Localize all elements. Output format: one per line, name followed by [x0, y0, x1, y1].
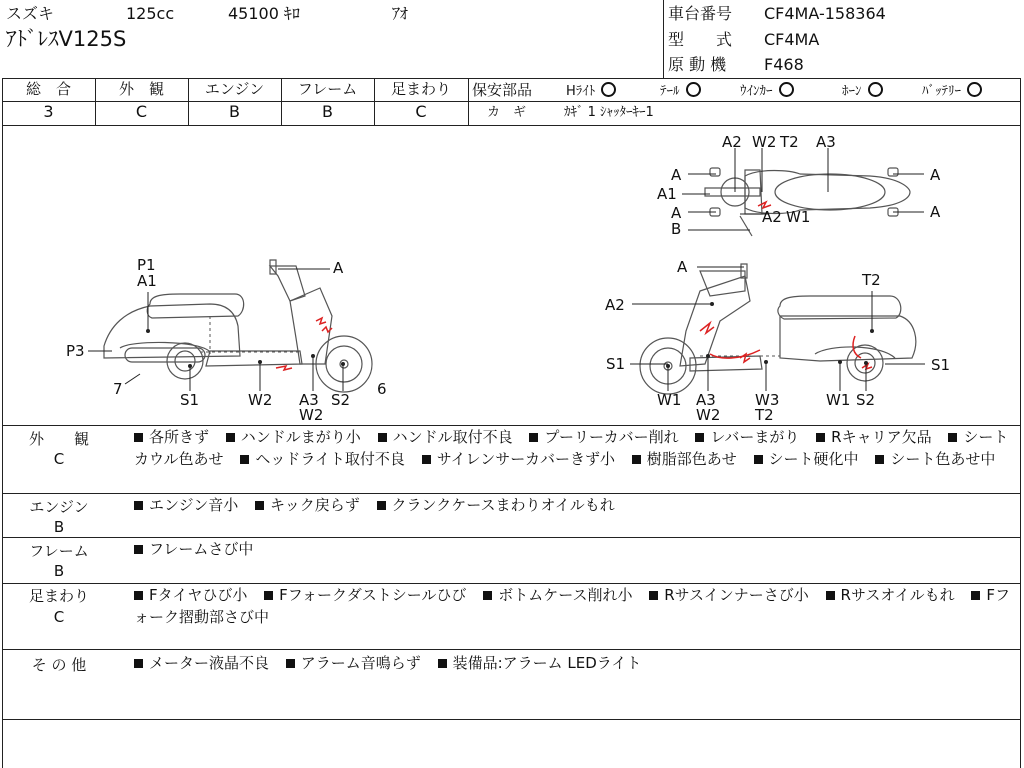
comment-item: 各所きず — [149, 428, 210, 446]
diagram-label: T2 — [755, 406, 774, 424]
comment-item: Rサスインナーさび小 — [664, 586, 809, 604]
diagram-label: A3 — [816, 133, 836, 151]
section-frame-label: フレーム — [29, 542, 89, 560]
comment-item: メーター液晶不良 — [149, 654, 270, 672]
comment-item: サイレンサーカバーきず小 — [436, 450, 615, 468]
diagram-label: A3 — [299, 391, 319, 409]
comment-item: キック戻らず — [270, 496, 360, 514]
section-other-items — [134, 652, 1014, 674]
comment-item: Fフォーク摺動部さび中 — [134, 586, 1011, 626]
diagram-label: S1 — [606, 355, 626, 373]
safety-item-battery: ﾊﾞｯﾃﾘｰ — [922, 82, 982, 100]
bullet-square-icon — [378, 433, 387, 442]
diagram-label: W1 — [786, 208, 811, 226]
ok-circle-icon — [779, 82, 794, 97]
comment-item: エンジン音小 — [149, 496, 239, 514]
bullet-square-icon — [875, 455, 884, 464]
grade-overall-value: 3 — [43, 102, 54, 121]
bullet-square-icon — [134, 659, 143, 668]
engine-model-label: 原 動 機 — [668, 55, 727, 74]
section-frame-grade: B — [53, 562, 65, 580]
diagram-label: A2 — [605, 296, 625, 314]
safety-item-winker: ｳｲﾝｶｰ — [740, 82, 794, 100]
diagram-label: A — [677, 258, 688, 276]
bullet-square-icon — [255, 501, 264, 510]
diagram-label: S1 — [931, 356, 951, 374]
bullet-square-icon — [826, 591, 835, 600]
diagram-label: A — [671, 166, 682, 184]
comment-item: ハンドル取付不良 — [392, 428, 513, 446]
engine-model-value: F468 — [764, 55, 804, 74]
rule — [2, 719, 1020, 720]
bullet-square-icon — [134, 545, 143, 554]
grade-suspension-value: C — [415, 102, 427, 121]
diagram-label: 6 — [377, 380, 387, 398]
bullet-square-icon — [529, 433, 538, 442]
mileage: 45100 ｷﾛ — [228, 4, 300, 23]
comment-item: Fタイヤひび小 — [149, 586, 248, 604]
comment-item: レバーまがり — [710, 428, 800, 446]
section-engine-grade: B — [53, 518, 65, 536]
comment-item: アラーム音鳴らず — [300, 654, 421, 672]
bullet-square-icon — [971, 591, 980, 600]
bullet-square-icon — [695, 433, 704, 442]
bullet-square-icon — [134, 501, 143, 510]
ok-circle-icon — [967, 82, 982, 97]
diagram-label: S1 — [180, 391, 200, 409]
comment-item: プーリーカバー削れ — [544, 428, 679, 446]
diagram-label: P3 — [66, 342, 85, 360]
section-frame-items — [134, 538, 1014, 560]
rule — [2, 78, 1020, 79]
bullet-square-icon — [226, 433, 235, 442]
comment-item: 装備品:アラーム LEDライト — [452, 654, 642, 672]
safety-label: 保安部品 — [472, 81, 533, 99]
bullet-square-icon — [134, 433, 143, 442]
diagram-label: A — [671, 204, 682, 222]
safety-item-headlight: Hﾗｲﾄ — [566, 82, 616, 100]
bullet-square-icon — [240, 455, 249, 464]
safety-item-horn: ﾎｰﾝ — [842, 82, 883, 100]
diagram-label: W1 — [657, 391, 682, 409]
diagram-label: T2 — [780, 133, 799, 151]
comment-item: シート硬化中 — [768, 450, 859, 468]
grade-exterior-value: C — [135, 102, 148, 121]
keys-label: カ ギ — [487, 105, 527, 120]
diagram-label: T2 — [862, 271, 881, 289]
header-divider — [663, 0, 664, 78]
color: ｱｵ — [392, 4, 409, 23]
rule — [2, 649, 1020, 650]
bullet-square-icon — [286, 659, 295, 668]
section-engine-label: エンジン — [29, 498, 89, 516]
bullet-square-icon — [134, 591, 143, 600]
grade-frame-label: フレーム — [297, 80, 358, 98]
type-value: CF4MA — [764, 30, 820, 49]
bullet-square-icon — [377, 501, 386, 510]
bullet-square-icon — [632, 455, 641, 464]
damage-marks-right — [700, 323, 872, 369]
comment-item: Fフォークダストシールひび — [279, 586, 467, 604]
type-label: 型 式 — [668, 30, 733, 49]
section-suspension-grade: C — [53, 608, 65, 626]
leader-lines-left — [88, 269, 343, 391]
chassis-value: CF4MA-158364 — [764, 4, 886, 23]
bullet-square-icon — [264, 591, 273, 600]
bullet-square-icon — [948, 433, 957, 442]
grade-engine-label: エンジン — [204, 80, 265, 98]
diagram-label: A — [930, 203, 941, 221]
comment-item: ハンドルまがり小 — [240, 428, 361, 446]
comment-item: シートカウル色あせ — [134, 428, 1009, 468]
section-exterior-label: 外 観 — [28, 430, 89, 448]
diagram-label: W2 — [299, 406, 324, 424]
grade-suspension-label: 足まわり — [390, 80, 451, 98]
diagram-label: W2 — [248, 391, 273, 409]
grade-exterior-label: 外 観 — [118, 80, 164, 98]
comment-item: シート色あせ中 — [890, 450, 996, 468]
chassis-label: 車台番号 — [668, 4, 733, 23]
diagram-label: A2 — [722, 133, 742, 151]
keys-value: ｶｷﾞ 1 ｼｬｯﾀｰｷｰ1 — [564, 105, 654, 120]
section-exterior-grade: C — [53, 450, 65, 468]
comment-item: フレームさび中 — [149, 540, 254, 558]
diagram-label: A1 — [137, 272, 157, 290]
maker: スズキ — [6, 4, 55, 23]
bullet-square-icon — [754, 455, 763, 464]
diagram-label: A — [333, 259, 344, 277]
comment-item: ボトムケース削れ小 — [498, 586, 633, 604]
bullet-square-icon — [649, 591, 658, 600]
rule — [468, 101, 1020, 102]
grade-frame-value: B — [322, 102, 333, 121]
section-suspension-items — [134, 584, 1014, 628]
diagram-label: W1 — [826, 391, 851, 409]
diagram-label: B — [671, 220, 682, 238]
diagram-label: S2 — [856, 391, 876, 409]
safety-item-tail: ﾃｰﾙ — [660, 82, 701, 100]
rule — [468, 78, 469, 125]
bullet-square-icon — [483, 591, 492, 600]
bullet-square-icon — [422, 455, 431, 464]
section-engine-items — [134, 494, 1014, 516]
diagram-label: A2 — [762, 208, 782, 226]
ok-circle-icon — [868, 82, 883, 97]
comment-item: ヘッドライト取付不良 — [255, 450, 405, 468]
diagram-label: A1 — [657, 185, 677, 203]
section-other-label: そ の 他 — [31, 656, 87, 674]
ok-circle-icon — [686, 82, 701, 97]
section-suspension-label: 足まわり — [28, 587, 89, 605]
ok-circle-icon — [601, 82, 616, 97]
diagram-label: 7 — [113, 380, 123, 398]
comment-item: Rサスオイルもれ — [840, 586, 955, 604]
diagram-label: P1 — [137, 256, 156, 274]
comment-item: Rキャリア欠品 — [831, 428, 932, 446]
displacement: 125cc — [126, 4, 175, 23]
grade-overall-label: 総 合 — [25, 80, 71, 98]
comment-item: 樹脂部色あせ — [646, 450, 737, 468]
diagram-label: A3 — [696, 391, 716, 409]
diagram-label: W2 — [696, 406, 721, 424]
section-exterior-items — [134, 426, 1014, 470]
diagram-label: W2 — [752, 133, 777, 151]
bullet-square-icon — [816, 433, 825, 442]
diagram-label: A — [930, 166, 941, 184]
bullet-square-icon — [438, 659, 447, 668]
diagram-label: S2 — [331, 391, 351, 409]
model-name: ｱﾄﾞﾚｽV125S — [6, 27, 127, 51]
comment-item: クランクケースまわりオイルもれ — [391, 496, 615, 514]
grade-engine-value: B — [229, 102, 240, 121]
diagram-label: W3 — [755, 391, 780, 409]
